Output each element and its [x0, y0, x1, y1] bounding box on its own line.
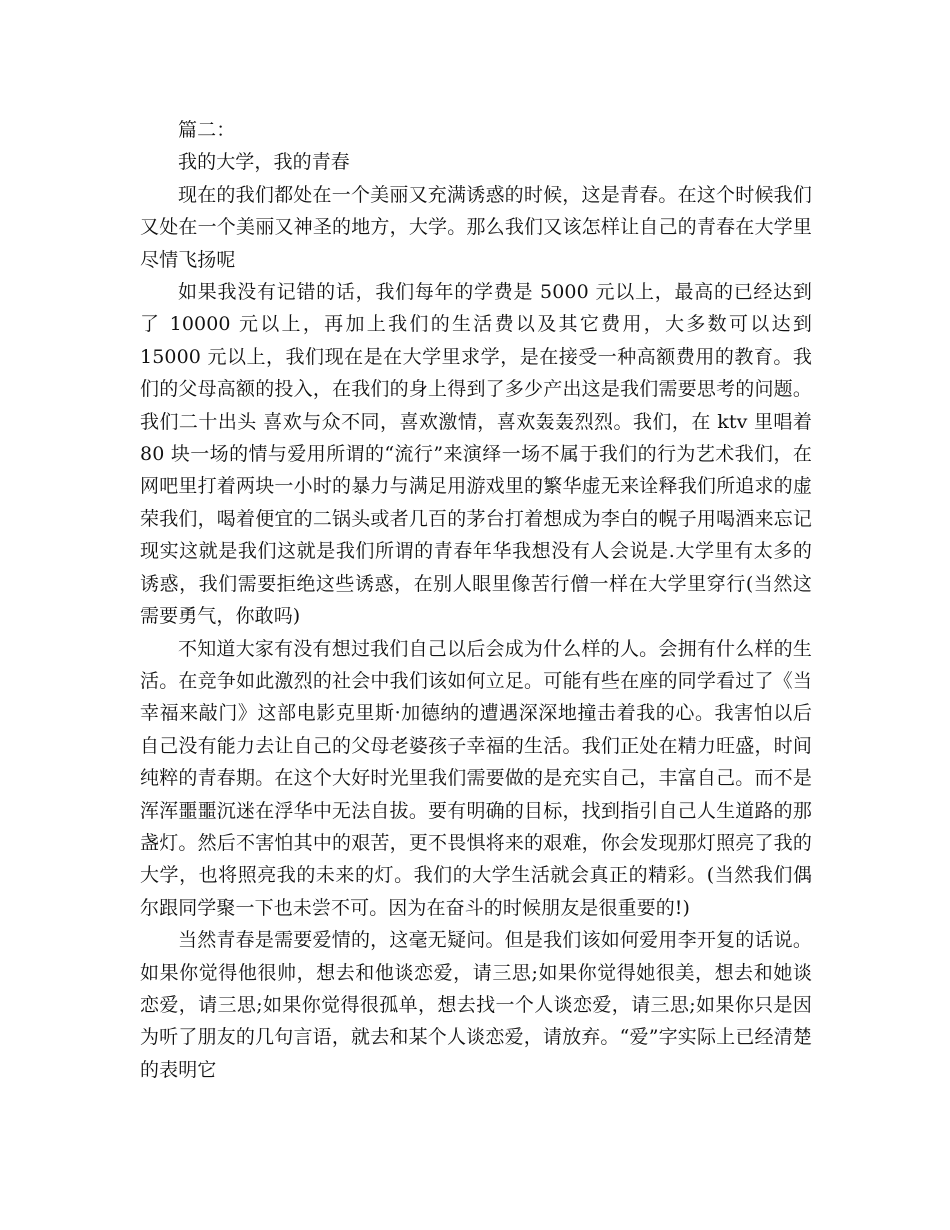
paragraph-3: 不知道大家有没有想过我们自己以后会成为什么样的人。会拥有什么样的生活。在竞争如此激烈的社会中我们该如何立足。可能有些在座的同学看过了《当幸福来敲门》这部电影克里斯·加德纳的遭遇深深地撞击着我的心。我害怕以后自己没有能力去让自己的父母老婆孩子幸福的生活。我们正处在精力旺盛，时间纯粹的青春期。在这个大好时光里我们需要做的是充实自己，丰富自己。而不是浑浑噩噩沉迷在浮华中无法自拔。要有明确的目标，找到指引自己人生道路的那盏灯。然后不害怕其中的艰苦，更不畏惧将来的艰难，你会发现那灯照亮了我的大学，也将照亮我的未来的灯。我们的大学生活就会真正的精彩。(当然我们偶尔跟同学聚一下也未尝不可。因为在奋斗的时候朋友是很重要的!) — [140, 637, 812, 919]
paragraph-4: 当然青春是需要爱情的，这毫无疑问。但是我们该如何爱用李开复的话说。如果你觉得他很帅，想去和他谈恋爱，请三思;如果你觉得她很美，想去和她谈恋爱，请三思;如果你觉得很孤单，想去找一个人谈恋爱，请三思;如果你只是因为听了朋友的几句言语，就去和某个人谈恋爱，请放弃。“爱”字实际上已经清楚的表明它 — [140, 929, 812, 1081]
paragraph-2: 如果我没有记错的话，我们每年的学费是 5000 元以上，最高的已经达到了 10000 元以上，再加上我们的生活费以及其它费用，大多数可以达到 15000 元以上，我们现在是在大学里求学，是在接受一种高额费用的教育。我们的父母高额的投入，在我们的身上得到了多少产出这是我们需要思考的问题。我们二十出头 喜欢与众不同，喜欢激情，喜欢轰轰烈烈。我们，在 ktv 里唱着 80 块一场的情与爱用所谓的“流行”来演绎一场不属于我们的行为艺术我们，在网吧里打着两块一小时的暴力与满足用游戏里的繁华虚无来诠释我们所追求的虚荣我们，喝着便宜的二锅头或者几百的茅台打着想成为李白的幌子用喝酒来忘记现实这就是我们这就是我们所谓的青春年华我想没有人会说是.大学里有太多的诱惑，我们需要拒绝这些诱惑，在别人眼里像苦行僧一样在大学里穿行(当然这需要勇气，你敢吗) — [140, 281, 812, 628]
document-title: 我的大学，我的青春 — [178, 151, 350, 174]
section-label: 篇二： — [178, 119, 236, 141]
paragraph-1: 现在的我们都处在一个美丽又充满诱惑的时候，这是青春。在这个时候我们又处在一个美丽又神圣的地方，大学。那么我们又该怎样让自己的青春在大学里尽情飞扬呢 — [140, 183, 812, 271]
document-page — [140, 114, 812, 1086]
